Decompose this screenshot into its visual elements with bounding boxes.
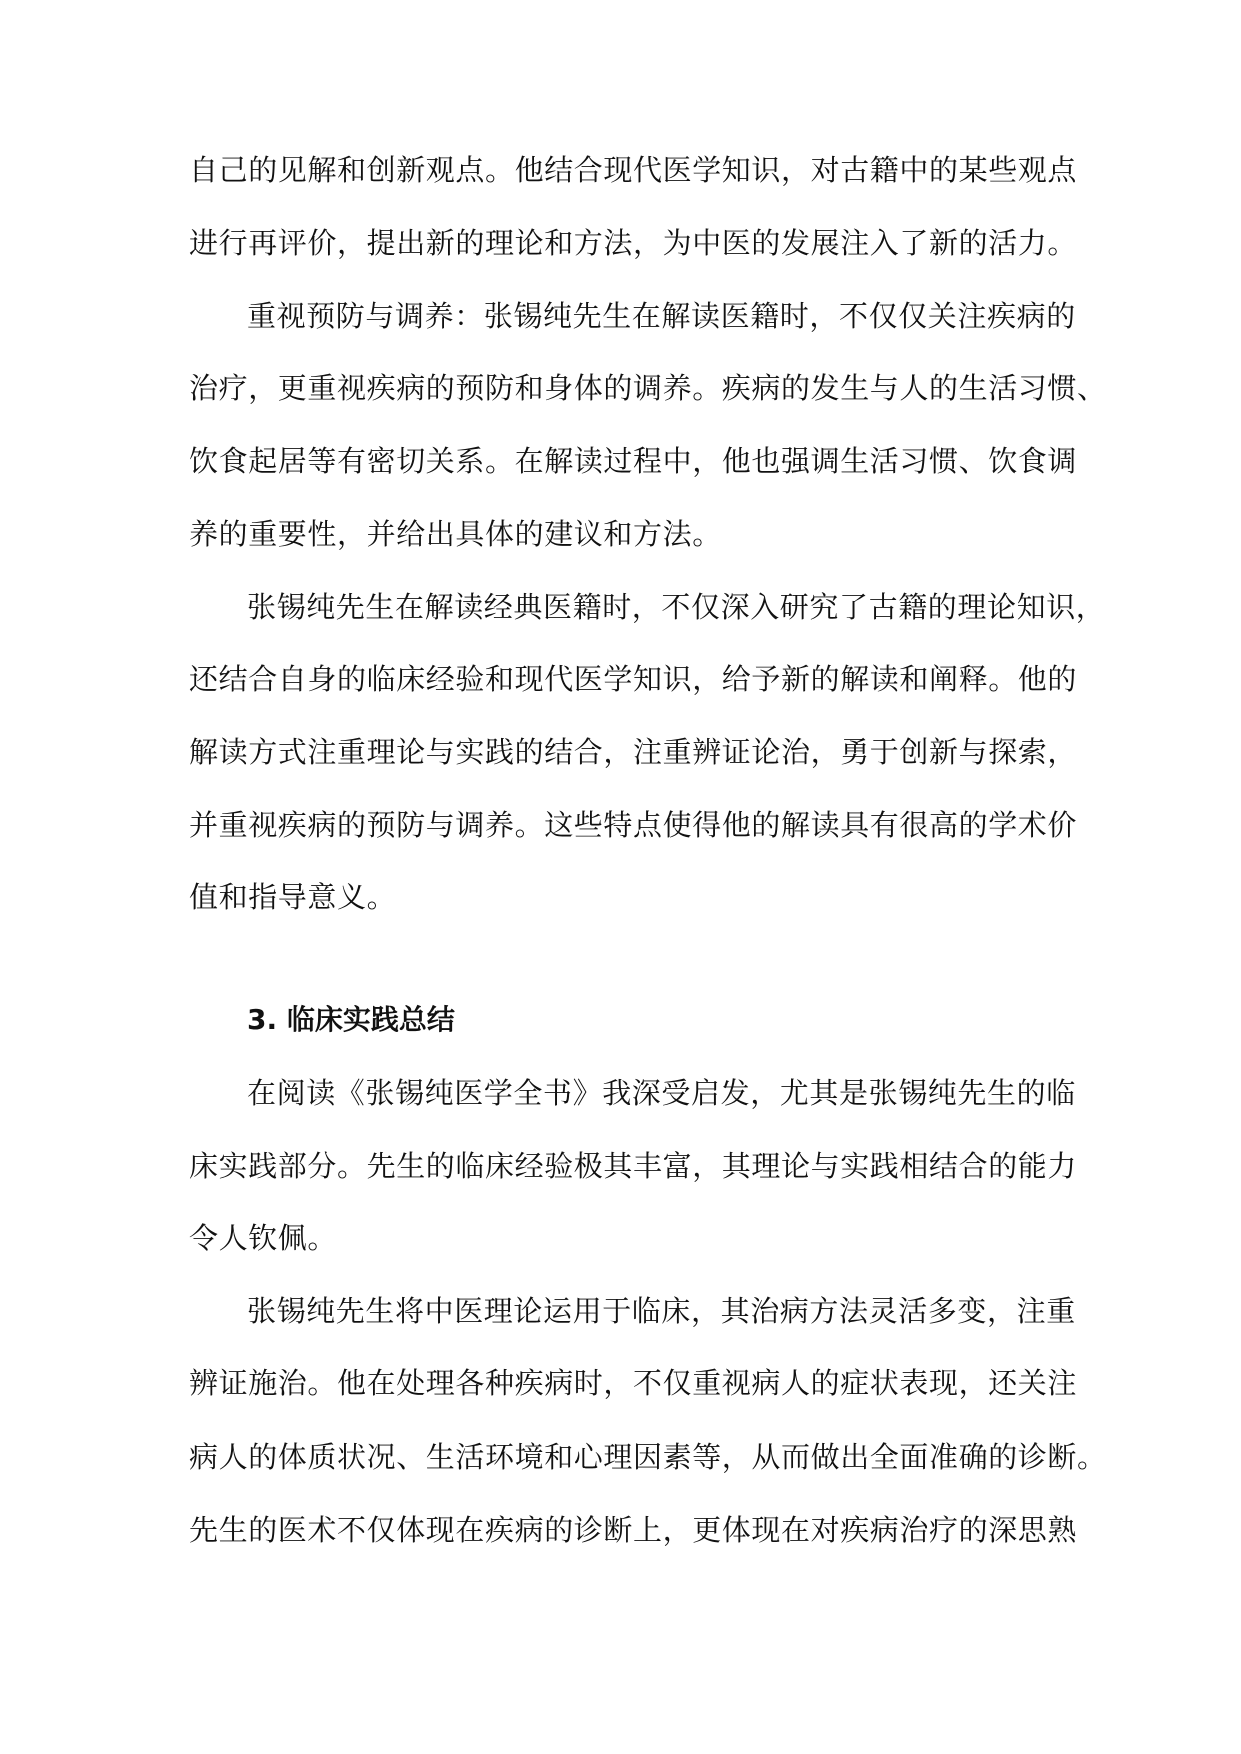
section-heading: 3. 临床实践总结 — [247, 1003, 455, 1036]
paragraph-first-line: 张锡纯先生在解读经典医籍时，不仅深入研究了古籍的理论知识， — [247, 590, 1106, 624]
paragraph-line: 并重视疾病的预防与调养。这些特点使得他的解读具有很高的学术价 — [189, 808, 1078, 842]
paragraph-line: 饮食起居等有密切关系。在解读过程中，他也强调生活习惯、饮食调 — [189, 444, 1078, 478]
paragraph-line: 解读方式注重理论与实践的结合，注重辨证论治，勇于创新与探索， — [189, 735, 1078, 769]
paragraph-first-line: 张锡纯先生将中医理论运用于临床，其治病方法灵活多变，注重 — [247, 1294, 1076, 1328]
paragraph-first-line: 重视预防与调养：张锡纯先生在解读医籍时，不仅仅关注疾病的 — [247, 299, 1076, 333]
paragraph-line: 还结合自身的临床经验和现代医学知识，给予新的解读和阐释。他的 — [189, 662, 1078, 696]
paragraph-line: 值和指导意义。 — [189, 880, 397, 914]
paragraph-line: 自己的见解和创新观点。他结合现代医学知识，对古籍中的某些观点 — [189, 153, 1078, 187]
paragraph-line: 治疗，更重视疾病的预防和身体的调养。疾病的发生与人的生活习惯、 — [189, 371, 1107, 405]
paragraph-line: 进行再评价，提出新的理论和方法，为中医的发展注入了新的活力。 — [189, 226, 1078, 260]
paragraph-first-line: 在阅读《张锡纯医学全书》我深受启发，尤其是张锡纯先生的临 — [247, 1076, 1076, 1110]
paragraph-line: 辨证施治。他在处理各种疾病时，不仅重视病人的症状表现，还关注 — [189, 1366, 1078, 1400]
paragraph-line: 病人的体质状况、生活环境和心理因素等，从而做出全面准确的诊断。 — [189, 1440, 1107, 1474]
paragraph-line: 令人钦佩。 — [189, 1221, 338, 1255]
paragraph-line: 养的重要性，并给出具体的建议和方法。 — [189, 517, 722, 551]
paragraph-line: 先生的医术不仅体现在疾病的诊断上，更体现在对疾病治疗的深思熟 — [189, 1513, 1078, 1547]
paragraph-line: 床实践部分。先生的临床经验极其丰富，其理论与实践相结合的能力 — [189, 1149, 1078, 1183]
